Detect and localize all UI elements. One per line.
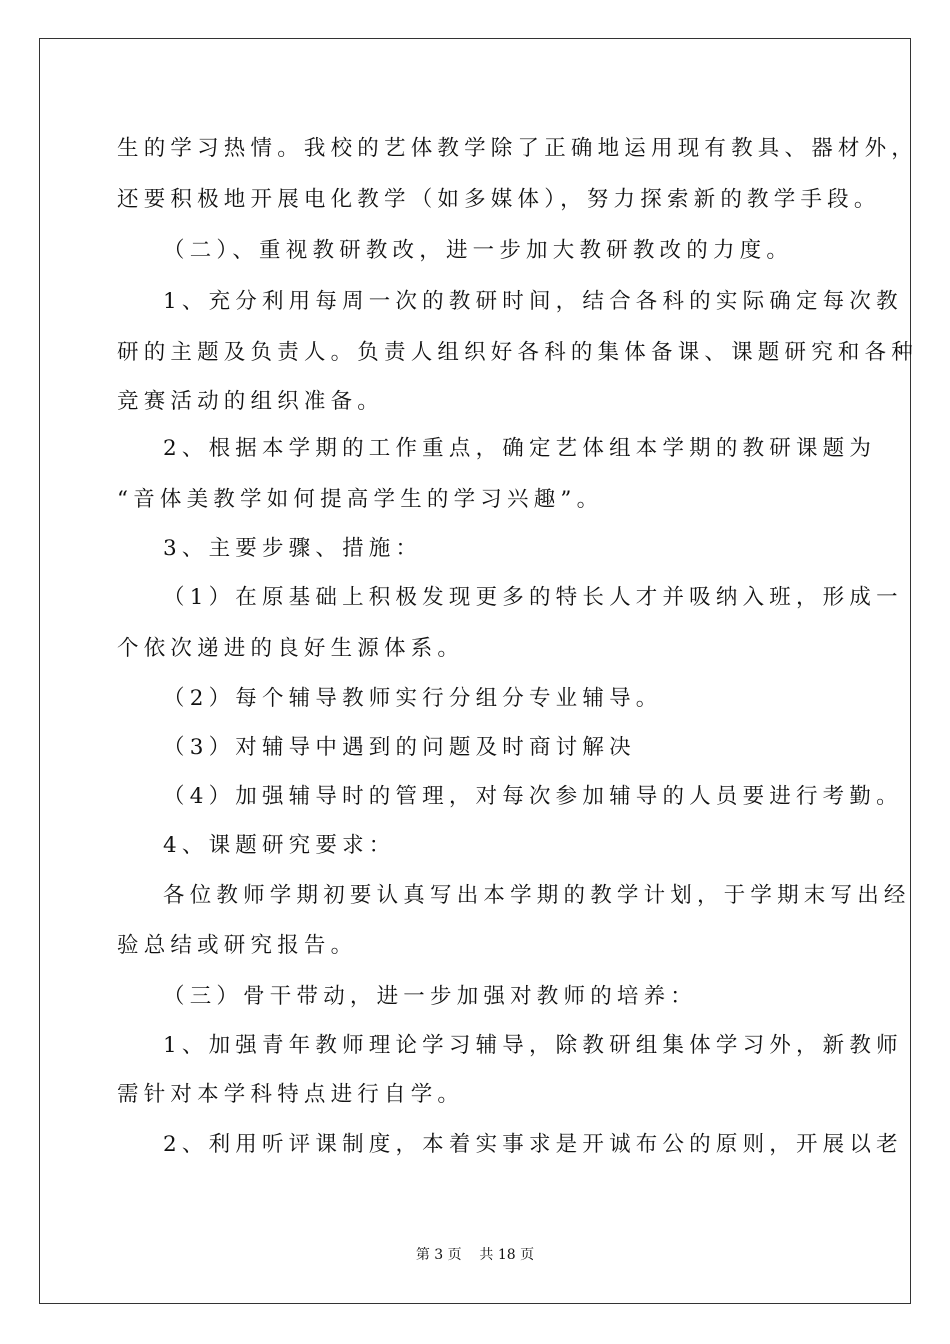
paragraph-line: 竞赛活动的组织准备。 xyxy=(117,389,385,414)
paragraph-line: 研的主题及负责人。负责人组织好各科的集体备课、课题研究和各种 xyxy=(117,340,919,365)
paragraph-line: 需针对本学科特点进行自学。 xyxy=(117,1082,465,1107)
section-heading: （三）骨干带动，进一步加强对教师的培养： xyxy=(163,984,698,1009)
list-item: （3）对辅导中遇到的问题及时商讨解决 xyxy=(163,735,636,760)
list-heading: 4、课题研究要求： xyxy=(163,833,396,858)
list-heading: 3、主要步骤、措施： xyxy=(163,536,423,561)
list-item: （2）每个辅导教师实行分组分专业辅导。 xyxy=(163,686,663,711)
paragraph-line: 各位教师学期初要认真写出本学期的教学计划，于学期末写出经 xyxy=(163,883,911,908)
list-item: （4）加强辅导时的管理，对每次参加辅导的人员要进行考勤。 xyxy=(163,784,903,809)
section-heading: （二）、重视教研教改，进一步加大教研教改的力度。 xyxy=(163,238,794,263)
list-item: （1）在原基础上积极发现更多的特长人才并吸纳入班，形成一 xyxy=(163,585,903,610)
paragraph-line: 2、根据本学期的工作重点，确定艺体组本学期的教研课题为 xyxy=(163,436,877,461)
paragraph-line: 还要积极地开展电化教学（如多媒体），努力探索新的教学手段。 xyxy=(117,187,881,212)
paragraph-line: 验总结或研究报告。 xyxy=(117,933,358,958)
paragraph-line: “音体美教学如何提高学生的学习兴趣”。 xyxy=(117,487,604,512)
paragraph-line: 生的学习热情。我校的艺体教学除了正确地运用现有教具、器材外， xyxy=(117,136,919,161)
paragraph-line: 2、利用听评课制度，本着实事求是开诚布公的原则，开展以老 xyxy=(163,1132,903,1157)
paragraph-line: 1、加强青年教师理论学习辅导，除教研组集体学习外，新教师 xyxy=(163,1033,903,1058)
paragraph-line: 1、充分利用每周一次的教研时间，结合各科的实际确定每次教 xyxy=(163,289,903,314)
paragraph-line: 个依次递进的良好生源体系。 xyxy=(117,636,465,661)
page-number-footer: 第 3 页 共 18 页 xyxy=(415,1247,535,1263)
page-border xyxy=(39,38,911,1304)
